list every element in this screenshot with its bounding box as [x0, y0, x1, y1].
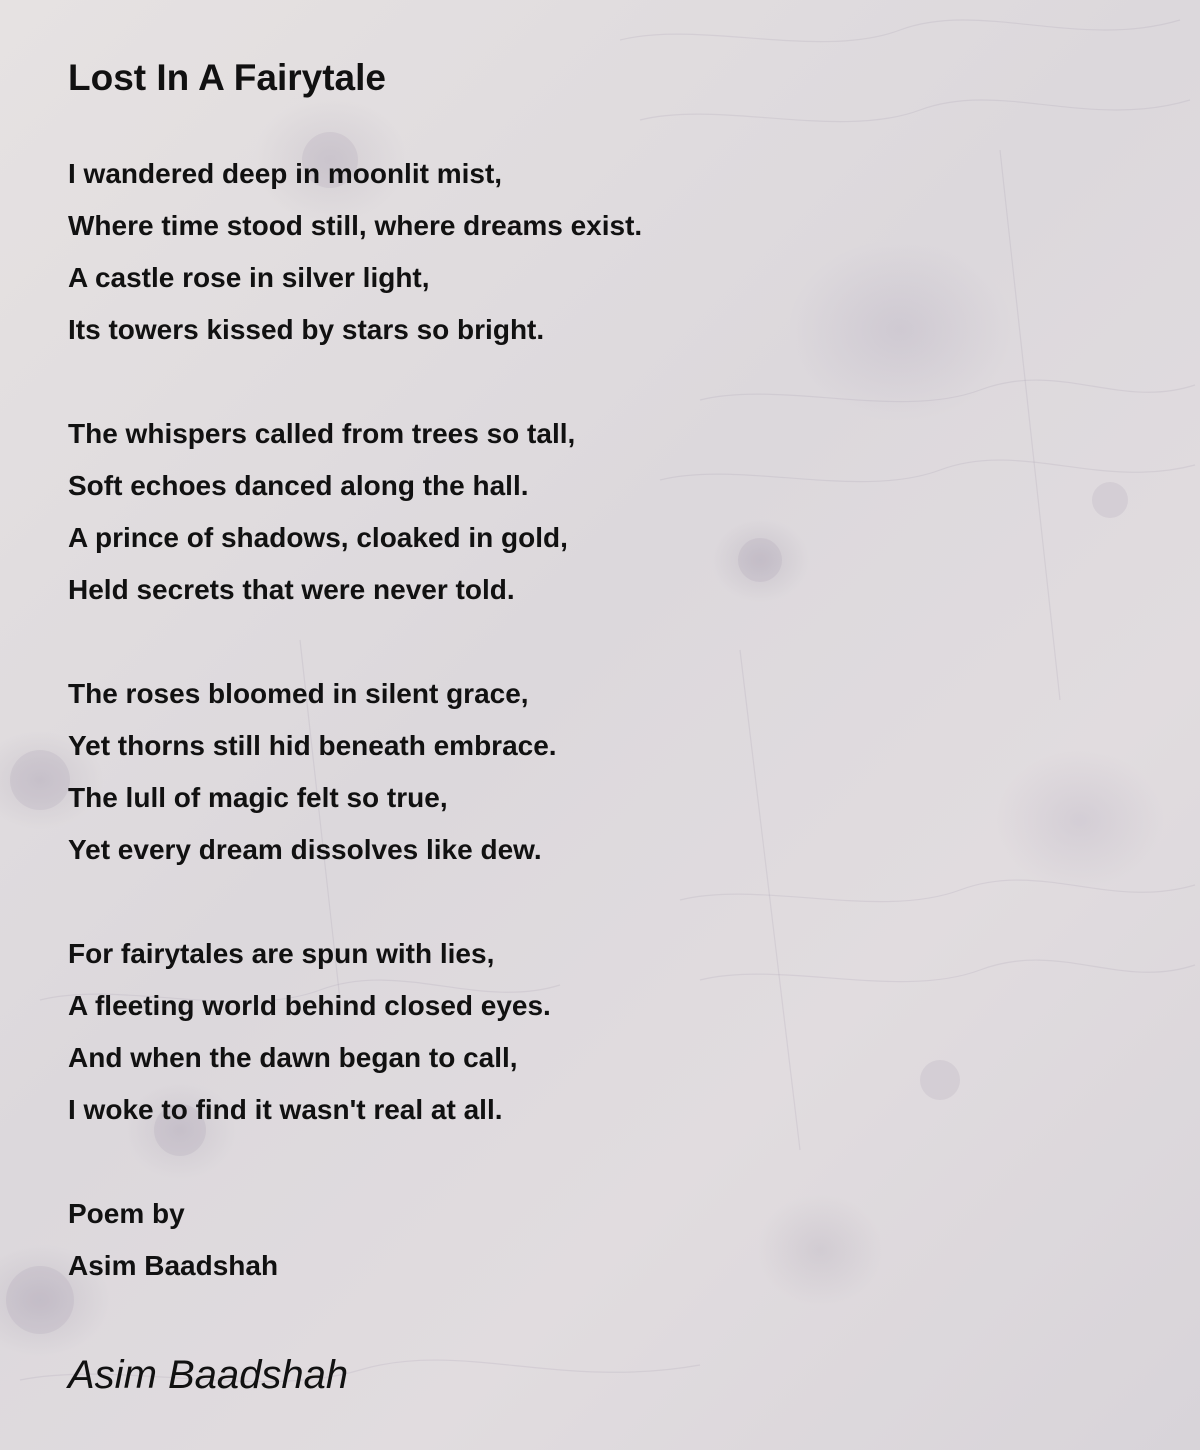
poem-line: The whispers called from trees so tall, [68, 418, 576, 449]
poem-line: Yet every dream dissolves like dew. [68, 834, 542, 865]
poem-line: Where time stood still, where dreams exist. [68, 210, 643, 241]
author-signature: Asim Baadshah [68, 1353, 349, 1397]
poem-line: And when the dawn began to call, [68, 1042, 518, 1073]
poem-line: Its towers kissed by stars so bright. [68, 314, 545, 345]
stanza-1 [68, 148, 1168, 356]
poem-line: Held secrets that were never told. [68, 574, 515, 605]
poem-line: The roses bloomed in silent grace, [68, 678, 529, 709]
stanza-3 [68, 668, 1168, 876]
poem-title: Lost In A Fairytale [68, 57, 386, 98]
poem-body [68, 148, 1168, 1136]
stanza-2 [68, 408, 1168, 616]
poem-line: I woke to find it wasn't real at all. [68, 1094, 503, 1125]
byline-author: Asim Baadshah [68, 1250, 279, 1281]
poem-line: I wandered deep in moonlit mist, [68, 158, 503, 189]
poem-page [68, 52, 1168, 1400]
poem-line: Soft echoes danced along the hall. [68, 470, 529, 501]
poem-line: Yet thorns still hid beneath embrace. [68, 730, 557, 761]
byline-label: Poem by [68, 1198, 185, 1229]
poem-line: A castle rose in silver light, [68, 262, 430, 293]
poem-line: A prince of shadows, cloaked in gold, [68, 522, 568, 553]
stanza-4 [68, 928, 1168, 1136]
poem-line: For fairytales are spun with lies, [68, 938, 495, 969]
poem-line: A fleeting world behind closed eyes. [68, 990, 551, 1021]
poem-line: The lull of magic felt so true, [68, 782, 448, 813]
byline [68, 1188, 1168, 1292]
